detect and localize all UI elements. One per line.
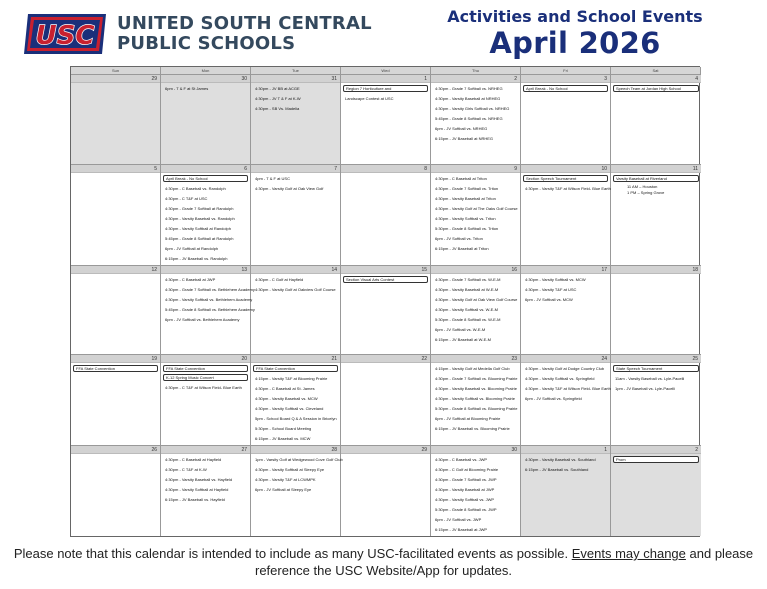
event-item: 6pm - T & F at St James [165,86,209,91]
event-item: 4:30pm - Grade 7 Softball vs. NRHEG [435,86,503,91]
event-item: 4:30pm - Grade 7 Softball at Randolph [165,205,234,211]
event-item: 6:15pm - JV Baseball vs. Southland [525,467,589,472]
event-item: 4:30pm - Varsity T&F at Wilson Field- Blue Earth [525,386,611,391]
day-number: 23 [431,355,520,363]
event-item: 4:30pm - Varsity Softball vs. Springfield [525,376,595,381]
event-item: 4:30pm - C Golf at Hayfield [255,276,304,282]
event-banner: April Break - No School [523,85,608,92]
calendar-day-cell [251,354,341,445]
day-events [611,83,701,95]
event-banner: Varsity Baseball at Riverland [613,175,699,182]
day-events [431,173,520,255]
day-events [71,454,160,456]
event-item: 4:30pm - Varsity Softball at Hayfield [165,487,229,492]
calendar-day-cell [71,164,161,265]
calendar-day-cell [611,265,701,355]
event-item: 4:30pm - C Baseball at St. James [255,386,315,391]
day-events [611,173,701,197]
calendar-day-cell [251,445,341,536]
day-of-week-header: Tue [251,67,341,74]
day-number: 4 [611,75,701,83]
day-number: 7 [251,165,340,173]
school-name-line1: UNITED SOUTH CENTRAL [117,13,372,34]
event-item: 6pm - JV Softball vs. JWP [435,517,482,522]
day-number: 12 [71,266,160,274]
title-block [425,7,725,59]
event-item: 4:30pm - SB Vs. Madelia [255,106,300,111]
calendar-day-cell [251,74,341,164]
calendar-day-cell [161,445,251,536]
calendar-day-cell [521,74,611,164]
event-item: 4:30pm - Varsity Golf at Oak View Golf Course [435,296,518,302]
day-number: 31 [251,75,340,83]
event-banner: State Speech Tournament [613,365,699,372]
school-name [117,14,372,54]
footer-text-end: and please reference the USC Website/App for updates. [254,546,754,578]
calendar-day-cell [431,354,521,445]
logo-text: USC [35,21,95,51]
day-number: 14 [251,266,340,274]
day-of-week-header: Thu [431,67,521,74]
day-number: 8 [341,165,430,173]
event-item: 6pm - JV Softball at Sleepy Eye [255,487,312,492]
event-item: 4:15pm - Varsity Golf at Medella Golf Club [435,366,510,371]
event-item: 4:30pm - Varsity Baseball vs. Hayfield [165,477,233,482]
day-number: 19 [71,355,160,363]
event-item: 4pm - T & F at USC [255,175,290,181]
day-events [251,363,340,445]
day-events [521,274,610,306]
calendar-day-cell [161,164,251,265]
event-item: 5:30pm - Grade 8 Softball vs. W-E-M [435,316,501,322]
calendar-day-cell [341,74,431,164]
calendar-day-cell [251,265,341,355]
day-number: 3 [521,75,610,83]
event-banner: Section Visual Arts Contest [343,276,428,283]
event-item: 4:30pm - C Baseball at JWP [165,276,216,282]
event-item: 6:15pm - JV Baseball at Triton [435,245,489,251]
day-number: 30 [161,75,250,83]
event-banner: FFA State Convention [253,365,338,372]
event-note: 11 AM – Houston [627,183,658,189]
day-number: 1 [341,75,430,83]
event-item: 6:15pm - JV Baseball at NRHEG [435,136,494,141]
day-number: 29 [341,446,430,454]
event-item: 4:30pm - Varsity Softball at Randolph [165,225,231,231]
event-item: 4:30pm - Varsity Baseball at NRHEG [435,96,501,101]
event-item: 5:30pm - Grade 8 Softball vs. JWP [435,507,497,512]
event-item: 6pm - JV Softball vs. Triton [435,235,483,241]
day-number: 5 [71,165,160,173]
event-item: 5:45pm - Grade 8 Softball at Randolph [165,235,234,241]
calendar-day-cell [431,445,521,536]
calendar-day-cell [161,265,255,355]
calendar-day-cell [611,164,701,265]
day-events [431,454,520,536]
event-item: 4:30pm - Varsity Golf at The Oaks Golf Course [435,205,518,211]
event-item: 4:15pm - Varsity T&F at Blooming Prairie [255,376,328,381]
day-number: 22 [341,355,430,363]
day-events [611,274,701,276]
event-item: 6pm - JV Softball at Blooming Prairie [435,416,501,421]
event-item: 4:30pm - Varsity Baseball vs. Randolph [165,215,235,221]
event-item: 4:30pm - C Golf at Blooming Prairie [435,467,499,472]
day-number: 27 [161,446,250,454]
event-banner: April Break - No School [163,175,248,182]
day-events [431,83,520,145]
day-events [251,83,340,115]
event-item: 4:30pm - Varsity Softball vs. Bethlehem Academy [165,296,253,302]
day-number: 13 [161,266,250,274]
event-banner: Speech Team at Jordan High School [613,85,699,92]
day-events [161,454,250,506]
event-banner: K-12 Spring Music Concert [163,374,248,381]
day-number: 17 [521,266,610,274]
calendar-day-cell [521,445,611,536]
day-number: 28 [251,446,340,454]
calendar-day-cell [251,164,341,265]
event-item: 1pm - JV Baseball vs. Lyle-Pacelli [615,386,676,391]
event-item: 4:30pm - C Baseball at Triton [435,175,487,181]
event-item: 4:30pm - C T&F at Wilson Field- Blue Earth [165,385,242,390]
calendar-day-cell [611,445,701,536]
event-item: 4:30pm - Varsity T&F at Wilson Field- Blue Earth [525,185,611,191]
day-events [341,83,430,105]
day-number: 10 [521,165,610,173]
event-banner: FFA State Convention [73,365,158,372]
day-number: 29 [71,75,160,83]
day-events [431,363,520,435]
usc-logo [22,12,108,56]
calendar-day-cell [71,74,161,164]
day-number: 2 [431,75,520,83]
event-item: 6pm - JV Softball at Randolph [165,245,219,251]
day-events [251,173,340,195]
day-events [161,83,250,95]
event-banner: Region 7 Horticulture and [343,85,428,92]
school-name-line2: PUBLIC SCHOOLS [117,33,296,54]
day-events [251,274,340,296]
event-banner: FFA State Convention [163,365,248,372]
day-number: 26 [71,446,160,454]
event-item: 4:30pm - Varsity Golf at Dodge Country Club [525,366,605,371]
day-number: 21 [251,355,340,363]
calendar-day-cell [521,354,611,445]
event-item: 6pm - JV Softball vs. NRHEG [435,126,488,131]
day-events [251,454,343,496]
calendar-day-cell [71,445,161,536]
event-item: 6:15pm - JV Baseball at JWP [435,527,488,532]
day-number: 6 [161,165,250,173]
event-item: 5:30pm - Grade 8 Softball vs. Blooming Prairie [435,406,518,411]
day-number: 25 [611,355,701,363]
page-title: Activities and School Events [447,7,703,26]
event-item: 1pm - Varsity Golf at Wedgewood Cove Golf Club [255,457,343,462]
day-events [71,173,160,175]
day-of-week-header: Sun [71,67,161,74]
events-may-change-link[interactable]: Events may change [571,546,686,561]
day-events [161,363,250,394]
event-item: 4:30pm - Varsity Softball vs. W-E-M [435,306,498,312]
day-number: 24 [521,355,610,363]
calendar-day-cell [611,354,701,445]
day-events [521,83,610,95]
calendar-day-cell [71,265,161,355]
day-number: 2 [611,446,701,454]
event-item: 4:30pm - Varsity Baseball vs. MCW [255,396,318,401]
calendar-day-cell [161,354,251,445]
calendar-grid [70,66,700,537]
day-events [521,173,610,195]
event-item: 4:30pm - C T&F at K-W [165,467,207,472]
event-item: 4:30pm - Grade 7 Softball vs. Triton [435,185,499,191]
event-item: 4:30pm - Varsity Baseball at Triton [435,195,496,201]
event-item: 4:30pm - Varsity Softball vs. JWP [435,497,495,502]
event-item: 4:30pm - Varsity Baseball vs. Blooming Prairie [435,386,517,391]
event-item: 4:30pm - Varsity Baseball at W-E-M [435,286,499,292]
event-banner: Prom [613,456,699,463]
day-events [161,274,255,326]
event-item: 5:30pm - Grade 8 Softball vs. Triton [435,225,499,231]
calendar-day-cell [341,164,431,265]
calendar-day-cell [611,74,701,164]
day-events [341,173,430,175]
event-item: 6:15pm - JV Baseball vs. Blooming Prairie [435,426,510,431]
event-item: 6pm - JV Softball vs. Bethlehem Academy [165,316,240,322]
event-item: 6pm - JV Softball vs. W-E-M [435,326,486,332]
event-item: 4:30pm - Varsity Baseball vs. Southland [525,457,596,462]
calendar-day-cell [71,354,161,445]
calendar-day-cell [161,74,251,164]
event-item: 4:30pm - Varsity Softball vs. Cleveland [255,406,324,411]
day-number: 1 [521,446,610,454]
event-item: 4:30pm - Varsity Girls Softball vs. NRHEG [435,106,510,111]
calendar-day-cell [341,265,431,355]
day-events [611,454,701,466]
event-item: 4:30pm - Grade 7 Softball vs. Blooming Prairie [435,376,518,381]
event-item: 4:30pm - C Baseball vs. Randolph [165,185,226,191]
event-item: 6pm - JV Softball vs. Springfield [525,396,582,401]
day-number: 9 [431,165,520,173]
day-events [521,363,610,405]
event-item: 4:30pm - Varsity Softball vs. Triton [435,215,496,221]
day-events [341,363,430,365]
day-of-week-header: Mon [161,67,251,74]
calendar-day-cell [431,74,521,164]
event-banner: Section Speech Tournament [523,175,608,182]
event-item: 5:30pm - School Board Meeting [255,426,312,431]
event-item: 6:15pm - JV Baseball at W-E-M [435,336,491,342]
day-number: 11 [611,165,701,173]
event-item: 4:30pm - Varsity Softball vs. Blooming Prairie [435,396,515,401]
calendar-day-cell [431,265,521,355]
event-item: 5:45pm - Grade 8 Softball vs. NRHEG [435,116,503,121]
event-item: 4:30pm - Varsity Softball at Sleepy Eye [255,467,325,472]
footer-note [0,545,767,579]
event-item: 4:30pm - Grade 7 Softball vs. Bethlehem Academy [165,286,255,292]
event-item: Landscape Contest at USC [345,96,394,101]
footer-text-start: Please note that this calendar is intended to include as many USC-facilitated events as possible. [13,546,572,561]
day-events [341,454,430,456]
calendar-day-cell [521,265,611,355]
day-events [71,274,160,276]
day-number: 15 [341,266,430,274]
event-item: 4:30pm - Varsity Baseball at JWP [435,487,495,492]
day-events [431,274,520,346]
event-item: 4:30pm - Grade 7 Softball vs. JWP [435,477,497,482]
day-events [71,83,160,85]
event-item: 6pm - JV Softball vs. MCW [525,296,573,302]
calendar-day-cell [521,164,611,265]
event-item: 4:30pm - JV T & F at K-W [255,96,301,101]
day-of-week-header: Sat [611,67,701,74]
day-events [611,363,701,395]
event-item: 4:30pm - Varsity T&F at LCWMPK [255,477,316,482]
day-of-week-header: Wed [341,67,431,74]
event-item: 4:30pm - C Baseball vs. JWP [435,457,488,462]
day-events [71,363,160,375]
calendar-day-cell [431,164,521,265]
event-item: 6:15pm - JV Baseball vs. Hayfield [165,497,225,502]
event-note: 1 PM – Spring Grove [627,189,665,195]
event-item: 4:30pm - Varsity T&F at USC [525,286,577,292]
day-of-week-header: Fri [521,67,611,74]
event-item: 4:30pm - C T&F at USC [165,195,208,201]
event-item: 5pm - School Board Q & A Session in Bricelyn [255,416,337,421]
event-item: 5:45pm - Grade 8 Softball vs. Bethlehem Academy [165,306,255,312]
day-events [161,173,250,265]
event-item: 4:30pm - Varsity Golf at Oak View Golf [255,185,324,191]
event-item: 6:15pm - JV Baseball vs. MCW [255,436,311,441]
day-number: 20 [161,355,250,363]
event-item: 4:30pm - JV BB at ACGE [255,86,300,91]
day-events [521,454,610,476]
day-number: 18 [611,266,701,274]
month-title: April 2026 [489,26,661,60]
day-events [341,274,430,286]
event-item: 4:30pm - Varsity Golf at Oakview Golf Course [255,286,336,292]
calendar-day-cell [341,445,431,536]
event-item: 4:30pm - Grade 7 Softball vs. W-E-M [435,276,501,282]
event-item: 4:30pm - Varsity Softball vs. MCW [525,276,586,282]
event-item: 4:30pm - C Baseball at Hayfield [165,457,222,462]
page-header [0,0,767,66]
event-item: 11am - Varsity Baseball vs. Lyle-Pacelli [615,376,685,381]
day-number: 30 [431,446,520,454]
calendar-day-cell [341,354,431,445]
event-item: 6:15pm - JV Baseball vs. Randolph [165,255,228,261]
day-number: 16 [431,266,520,274]
